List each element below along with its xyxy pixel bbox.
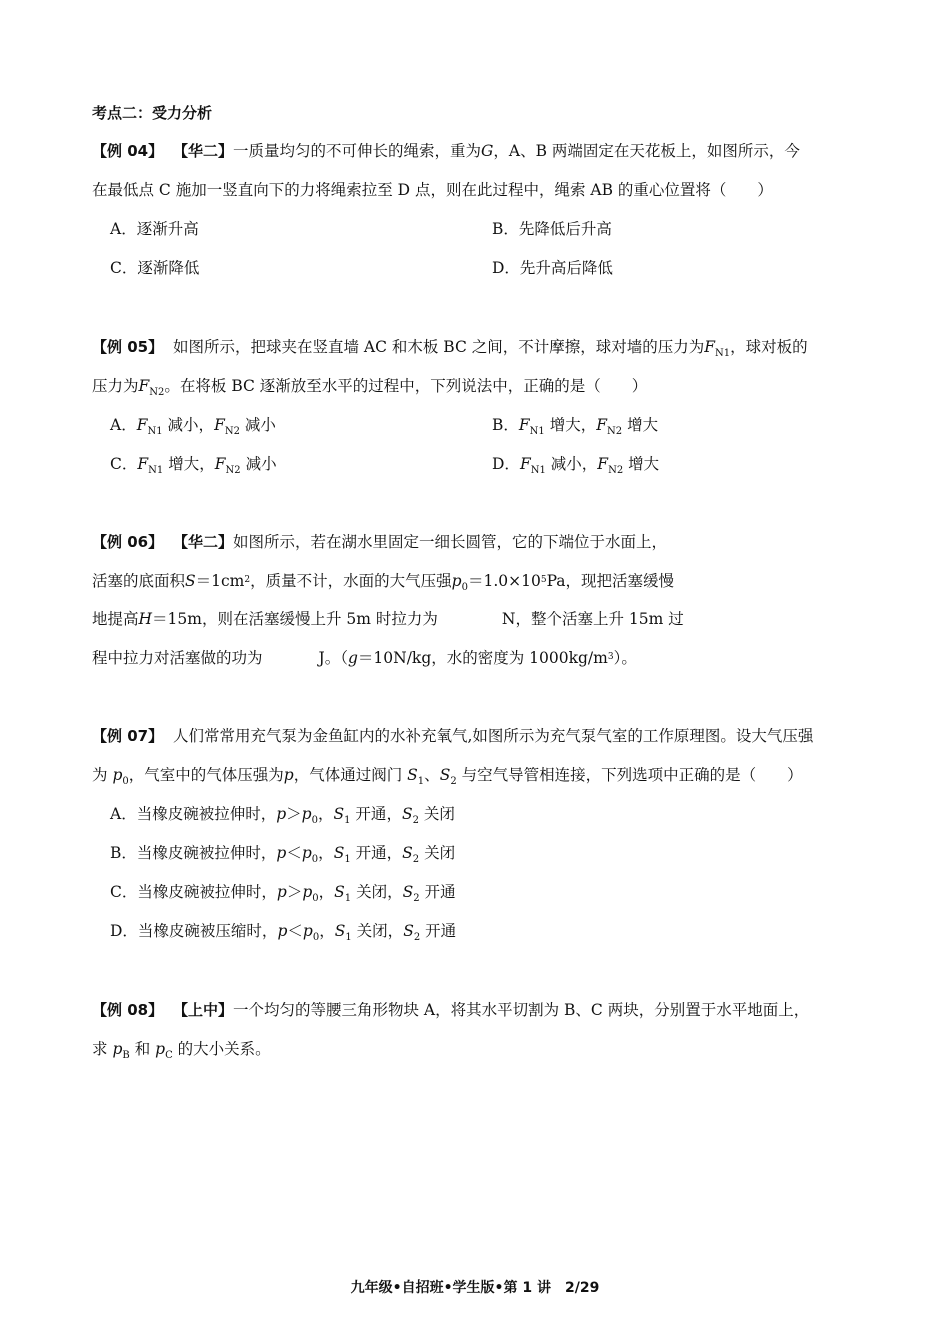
ex05-option-c: C．$F_{N1}$ 增大，$F_{N2}$ 减小 xyxy=(110,455,277,476)
page-footer: 九年级•自招班•学生版•第 1 讲 2/29 xyxy=(350,1280,600,1296)
ex05-option-d: D．$F_{N1}$ 减小，$F_{N2}$ 增大 xyxy=(492,455,660,476)
ex07-option-d: D．当橡皮碗被压缩时，$p<p_0$，$S_1$ 关闭，$S_2$ 开通 xyxy=(110,922,457,943)
ex06-line2: 活塞的底面积$S=1cm^2$，质量不计，水面的大气压强$p_0=1.0\times 10^5Pa$，现把活塞缓慢 xyxy=(92,572,675,593)
ex05-tag: 【例 05】 xyxy=(92,338,164,356)
ex04-option-d: D．先升高后降低 xyxy=(492,259,613,277)
ex04-option-a: A．逐渐升高 xyxy=(110,220,199,238)
ex05-option-b: B．$F_{N1}$ 增大，$F_{N2}$ 增大 xyxy=(492,416,659,437)
ex07-option-c: C．当橡皮碗被拉伸时，$p>p_0$，$S_1$ 关闭，$S_2$ 开通 xyxy=(110,883,456,904)
ex08-source: 【上中】 xyxy=(172,1001,233,1019)
ex07-line1: 【例 07】 人们常常用充气泵为金鱼缸内的水补充氧气,如图所示为充气泵气室的工作原理图。设大气压强 xyxy=(92,727,814,745)
section-title: 考点二：受力分析 xyxy=(92,104,213,122)
ex05-line1: 【例 05】 如图所示，把球夹在竖直墙 AC 和木板 BC 之间，不计摩擦，球对墙的压力为$F_{N1}$，球对板的 xyxy=(92,338,808,359)
ex07-line2: 为 $p_0$，气室中的气体压强为p，气体通过阀门 $S_1$、$S_2$ 与空气导管相连接，下列选项中正确的是（ ） xyxy=(92,766,803,787)
ex06-line1: 【例 06】 【华二】如图所示，若在湖水里固定一细长圆管，它的下端位于水面上， xyxy=(92,533,667,551)
ex04-tag: 【例 04】 xyxy=(92,142,164,160)
ex06-line3: 地提高H＝15m，则在活塞缓慢上升 5m 时拉力为 N，整个活塞上升 15m 过 xyxy=(92,610,684,628)
ex04-line2: 在最低点 C 施加一竖直向下的力将绳索拉至 D 点，则在此过程中，绳索 AB 的重心位置将（ ） xyxy=(92,181,773,199)
ex05-line2: 压力为$F_{N2}$。在将板 BC 逐渐放至水平的过程中，下列说法中，正确的是（ ） xyxy=(92,377,648,398)
ex04-source: 【华二】 xyxy=(172,142,233,160)
ex06-source: 【华二】 xyxy=(172,533,233,551)
ex04-option-b: B．先降低后升高 xyxy=(492,220,612,238)
ex07-option-a: A．当橡皮碗被拉伸时，$p>p_0$，$S_1$ 开通，$S_2$ 关闭 xyxy=(110,805,455,826)
ex04-option-c: C．逐渐降低 xyxy=(110,259,200,277)
ex06-tag: 【例 06】 xyxy=(92,533,164,551)
ex07-option-b: B．当橡皮碗被拉伸时，$p<p_0$，$S_1$ 开通，$S_2$ 关闭 xyxy=(110,844,456,865)
ex08-tag: 【例 08】 xyxy=(92,1001,164,1019)
ex05-option-a: A．$F_{N1}$ 减小，$F_{N2}$ 减小 xyxy=(110,416,276,437)
ex08-line1: 【例 08】 【上中】一个均匀的等腰三角形物块 A，将其水平切割为 B、C 两块，分别置于水平地面上， xyxy=(92,1001,810,1019)
ex04-line1: 【例 04】 【华二】一质量均匀的不可伸长的绳索，重为G，A、B 两端固定在天花板上，如图所示，今 xyxy=(92,142,800,160)
ex07-tag: 【例 07】 xyxy=(92,727,164,745)
ex08-line2: 求 $p_B$ 和 $p_C$ 的大小关系。 xyxy=(92,1040,271,1061)
ex06-line4: 程中拉力对活塞做的功为 J。（g＝10N/kg，水的密度为 $1000kg/m^3$）。 xyxy=(92,649,637,667)
